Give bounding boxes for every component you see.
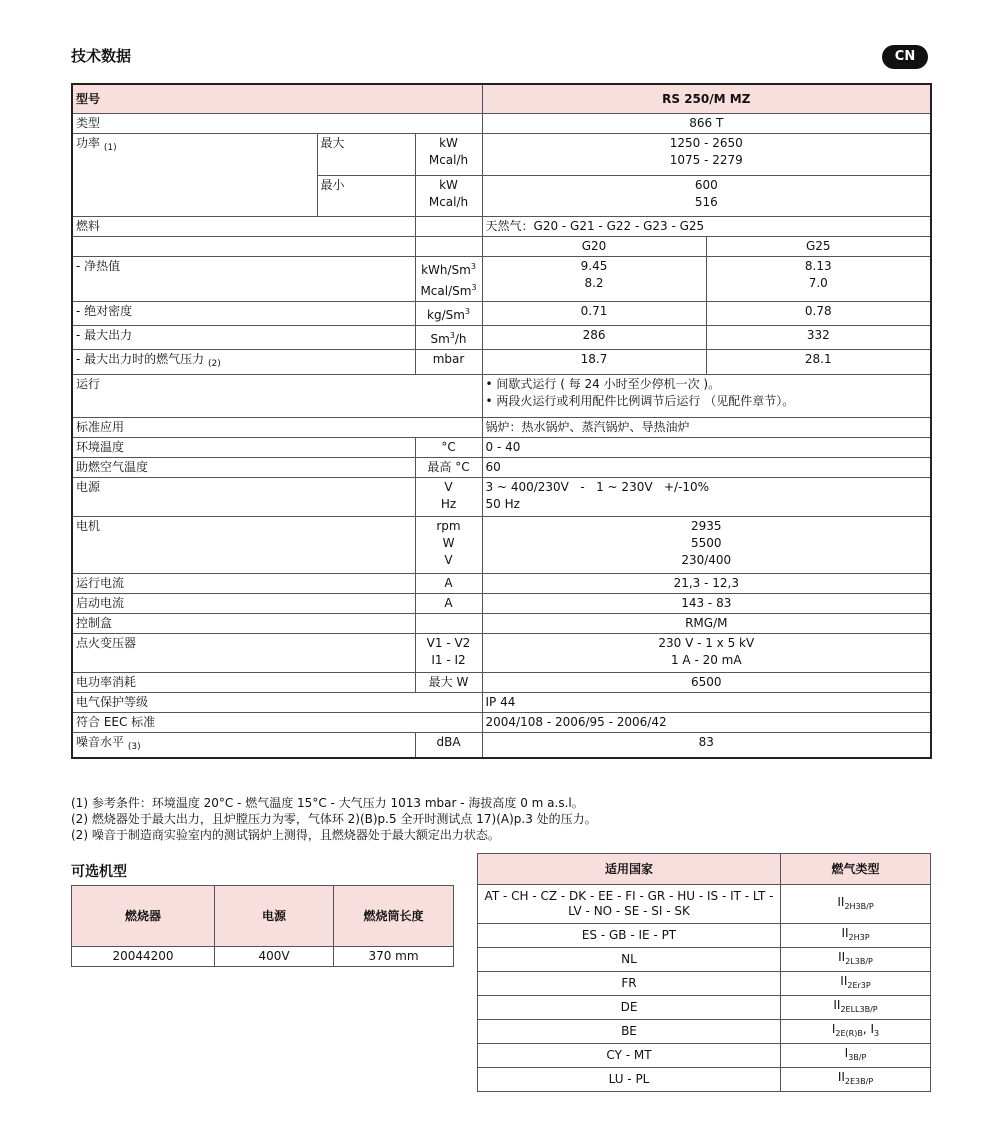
column-header: 燃气类型	[781, 854, 931, 885]
power-max-label: 最大	[317, 134, 415, 176]
motor-unit-rpm: rpm	[436, 519, 461, 533]
power-label: 功率	[76, 136, 101, 150]
power-note: (1)	[103, 143, 117, 153]
maxout-g20: 286	[482, 326, 706, 350]
language-badge: CN	[882, 45, 928, 69]
table-row	[478, 972, 931, 996]
gas-category: $II_{2ELL3B/P}$	[781, 996, 931, 1020]
table-row	[72, 302, 931, 326]
power-min-kw: 600	[694, 177, 718, 192]
table-row	[72, 257, 931, 302]
power-supply-label: 电源	[72, 478, 415, 517]
footnote: (2) 燃烧器处于最大出力，且炉膛压力为零，气体环 2)(B)p.5 全开时测试点 17)(A)p.3 处的压力。	[71, 812, 597, 826]
table-row	[72, 594, 931, 614]
control-box-unit	[415, 614, 482, 634]
table-row	[72, 733, 931, 759]
eec-value: 2004/108 - 2006/95 - 2006/42	[482, 713, 931, 733]
maxout-label: - 最大出力	[72, 326, 415, 350]
ambient-label: 环境温度	[72, 438, 415, 458]
run-current-label: 运行电流	[72, 574, 415, 594]
ncv-label: - 净热值	[72, 257, 415, 302]
run-current-value: 21,3 - 12,3	[482, 574, 931, 594]
table-row	[72, 217, 931, 237]
table-row	[478, 924, 931, 948]
column-header: 适用国家	[478, 854, 781, 885]
gas-category: $II_{2H3P}$	[781, 924, 931, 948]
optional-models-title: 可选机型	[71, 864, 127, 880]
table-row	[72, 947, 454, 967]
country-list: FR	[478, 972, 781, 996]
ignition-voltage: 230 V - 1 x 5 kV	[658, 636, 755, 650]
table-row	[72, 350, 931, 375]
pressure-g20: 18.7	[482, 350, 706, 375]
table-row	[478, 1068, 931, 1092]
model-label: 型号	[72, 84, 482, 114]
pressure-note: (2)	[207, 359, 221, 369]
ncv-g25-mcal: 7.0	[808, 276, 828, 290]
column-header: 燃烧筒长度	[334, 886, 454, 947]
gas-header-unit	[415, 237, 482, 257]
blast-tube-length: 370 mm	[334, 947, 454, 967]
pressure-g25: 28.1	[706, 350, 931, 375]
application-label: 标准应用	[72, 418, 482, 438]
maxout-unit-a: Sm	[430, 332, 450, 346]
ambient-value: 0 - 40	[482, 438, 931, 458]
country-list: NL	[478, 948, 781, 972]
country-list: LU - PL	[478, 1068, 781, 1092]
table-row	[72, 574, 931, 594]
table-row	[72, 713, 931, 733]
ncv-units	[415, 257, 482, 302]
page-title: 技术数据	[71, 47, 132, 65]
table-row	[72, 375, 931, 418]
unit-mcalh: Mcal/h	[428, 194, 469, 209]
pressure-unit: mbar	[415, 350, 482, 375]
maxout-unit-cell	[415, 326, 482, 350]
eec-label: 符合 EEC 标准	[72, 713, 482, 733]
application-value: 锅炉：热水锅炉、蒸汽锅炉、导热油炉	[482, 418, 931, 438]
maxout-unit-b: /h	[454, 332, 467, 346]
country-list: ES - GB - IE - PT	[478, 924, 781, 948]
table-row	[72, 114, 931, 134]
power-max-kw: 1250 - 2650	[669, 136, 743, 150]
noise-value: 83	[482, 733, 931, 759]
table-row	[72, 634, 931, 673]
power-label-cell	[72, 134, 317, 217]
el-power-unit: 最大 W	[415, 673, 482, 693]
start-current-value: 143 - 83	[482, 594, 931, 614]
burner-code: 20044200	[72, 947, 215, 967]
table-row	[72, 458, 931, 478]
burner-power-supply: 400V	[215, 947, 334, 967]
protection-value: IP 44	[482, 693, 931, 713]
table-row	[478, 1044, 931, 1068]
gas-category: $II_{2Er3P}$	[781, 972, 931, 996]
table-row	[72, 517, 931, 574]
power-supply-units	[415, 478, 482, 517]
fuel-value: 天然气：G20 - G21 - G22 - G23 - G25	[482, 217, 931, 237]
el-power-value: 6500	[482, 673, 931, 693]
table-row	[72, 134, 931, 176]
power-supply-unit-hz: Hz	[440, 497, 457, 511]
gas-category: $II_{2L3B/P}$	[781, 948, 931, 972]
optional-models-table	[71, 885, 454, 967]
countries-table	[477, 853, 931, 1092]
power-max-values	[482, 134, 931, 176]
ignition-unit-v: V1 - V2	[426, 636, 471, 650]
power-min-units	[415, 175, 482, 217]
power-max-mcal: 1075 - 2279	[669, 153, 743, 167]
power-supply-voltage: 3 ~ 400/230V - 1 ~ 230V +/-10%	[485, 480, 710, 494]
ncv-g20-kwh: 9.45	[580, 259, 608, 273]
operation-label: 运行	[72, 375, 482, 418]
protection-label: 电气保护等级	[72, 693, 482, 713]
table-row	[72, 614, 931, 634]
operation-item: • 间歇式运行 ( 每 24 小时至少停机一次 )。	[485, 377, 721, 391]
footnote: (2) 噪音于制造商实验室内的测试锅炉上测得，且燃烧器处于最大额定出力状态。	[71, 828, 500, 842]
table-row	[72, 886, 454, 947]
unit-kw: kW	[439, 136, 458, 150]
maxout-g25: 332	[706, 326, 931, 350]
power-supply-unit-v: V	[444, 480, 453, 494]
column-header: 电源	[215, 886, 334, 947]
table-row	[478, 854, 931, 885]
start-current-label: 启动电流	[72, 594, 415, 614]
motor-unit-w: W	[442, 536, 455, 550]
motor-values	[482, 517, 931, 574]
unit-kw: kW	[439, 177, 458, 192]
ncv-sup: 3	[471, 283, 477, 292]
power-min-mcal: 516	[694, 194, 718, 209]
column-header: 燃烧器	[72, 886, 215, 947]
ncv-unit-mcal: Mcal/Sm	[420, 284, 472, 298]
table-row	[72, 693, 931, 713]
motor-rpm: 2935	[691, 519, 722, 533]
table-row	[72, 326, 931, 350]
table-row	[478, 885, 931, 924]
unit-mcalh: Mcal/h	[428, 153, 469, 167]
noise-unit: dBA	[415, 733, 482, 759]
ignition-values	[482, 634, 931, 673]
comb-air-unit: 最高 °C	[415, 458, 482, 478]
operation-values	[482, 375, 931, 418]
noise-label-cell	[72, 733, 415, 759]
operation-item: • 两段火运行或利用配件比例调节后运行 （见配件章节）。	[485, 394, 795, 408]
ncv-g20-mcal: 8.2	[584, 276, 604, 290]
table-row	[72, 478, 931, 517]
gas-g25-header: G25	[706, 237, 931, 257]
motor-units	[415, 517, 482, 574]
footnotes	[71, 795, 597, 843]
technical-data-table	[71, 83, 932, 759]
type-value: 866 T	[482, 114, 931, 134]
gas-category: $II_{2E3B/P}$	[781, 1068, 931, 1092]
country-list: DE	[478, 996, 781, 1020]
ambient-unit: °C	[415, 438, 482, 458]
table-row	[478, 948, 931, 972]
power-min-label: 最小	[317, 175, 415, 217]
density-unit-cell	[415, 302, 482, 326]
density-label: - 绝对密度	[72, 302, 415, 326]
ncv-g25-kwh: 8.13	[804, 259, 832, 273]
density-g25: 0.78	[706, 302, 931, 326]
ignition-current: 1 A - 20 mA	[670, 653, 742, 667]
ignition-units	[415, 634, 482, 673]
power-max-units	[415, 134, 482, 176]
power-min-values	[482, 175, 931, 217]
type-label: 类型	[72, 114, 482, 134]
ncv-g25	[706, 257, 931, 302]
country-list: AT - CH - CZ - DK - EE - FI - GR - HU - IS - IT - LT - LV - NO - SE - SI - SK	[478, 885, 781, 924]
maxout-sup: 3	[449, 331, 455, 340]
density-g20: 0.71	[482, 302, 706, 326]
country-list: BE	[478, 1020, 781, 1044]
gas-category: $II_{2H3B/P}$	[781, 885, 931, 924]
ignition-unit-i: I1 - I2	[431, 653, 466, 667]
ncv-sup: 3	[470, 262, 476, 271]
gas-category: $I_{3B/P}$	[781, 1044, 931, 1068]
motor-label: 电机	[72, 517, 415, 574]
power-supply-frequency: 50 Hz	[485, 497, 520, 511]
power-supply-values	[482, 478, 931, 517]
model-value: RS 250/M MZ	[482, 84, 931, 114]
table-row	[478, 996, 931, 1020]
ncv-unit-kwh: kWh/Sm	[421, 263, 471, 277]
table-row	[72, 673, 931, 693]
comb-air-label: 助燃空气温度	[72, 458, 415, 478]
gas-category: $I_{2E(R)B}$, $I_3$	[781, 1020, 931, 1044]
footnote: (1) 参考条件：环境温度 20°C - 燃气温度 15°C - 大气压力 1013 mbar - 海拔高度 0 m a.s.l。	[71, 796, 584, 810]
table-row	[478, 1020, 931, 1044]
table-row	[72, 438, 931, 458]
table-row	[72, 84, 931, 114]
gas-header-blank	[72, 237, 415, 257]
fuel-unit	[415, 217, 482, 237]
motor-unit-v: V	[444, 553, 453, 567]
ignition-label: 点火变压器	[72, 634, 415, 673]
noise-label: 噪音水平	[76, 735, 125, 749]
el-power-label: 电功率消耗	[72, 673, 415, 693]
run-current-unit: A	[415, 574, 482, 594]
country-list: CY - MT	[478, 1044, 781, 1068]
fuel-label: 燃料	[72, 217, 415, 237]
control-box-value: RMG/M	[482, 614, 931, 634]
gas-g20-header: G20	[482, 237, 706, 257]
pressure-label-cell	[72, 350, 415, 375]
motor-voltage: 230/400	[681, 553, 732, 567]
density-unit: kg/Sm	[427, 308, 465, 322]
ncv-g20	[482, 257, 706, 302]
pressure-label: - 最大出力时的燃气压力	[76, 352, 205, 366]
density-sup: 3	[464, 307, 471, 316]
motor-power: 5500	[691, 536, 722, 550]
table-row	[72, 418, 931, 438]
comb-air-value: 60	[482, 458, 931, 478]
start-current-unit: A	[415, 594, 482, 614]
noise-note: (3)	[127, 742, 141, 752]
control-box-label: 控制盒	[72, 614, 415, 634]
table-row	[72, 237, 931, 257]
